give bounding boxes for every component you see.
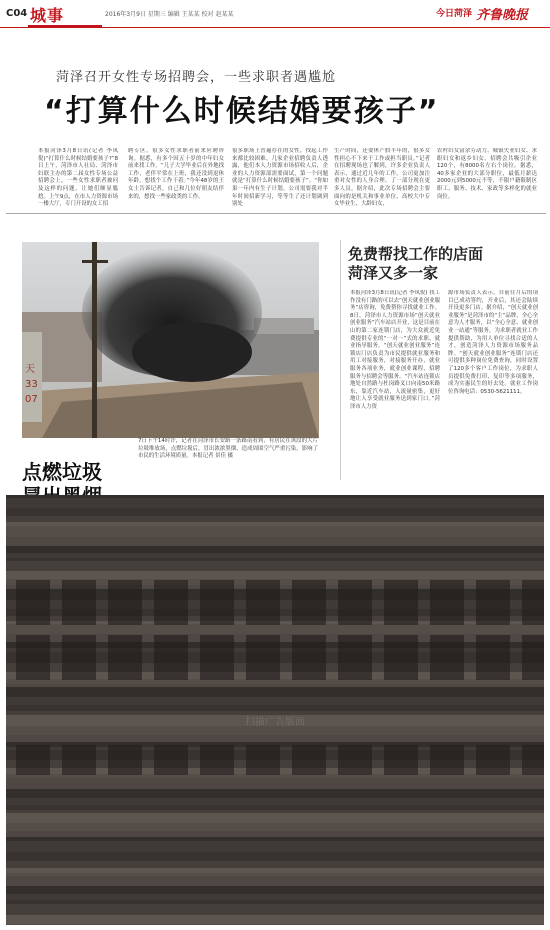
- news-photo: [22, 242, 319, 438]
- header-rule: [0, 27, 550, 28]
- right-story-column-1: 本报菏泽3月8日讯(记者 李凤倪) 找工作没有门路的可以去“创天就业创业服务”店咨询，免费帮你寻找就业工作。8日，菏泽市人力资源市场“创天就业创业服务”汽车站店开业，这是目前在山的第二家连锁门店，为大众就近免费提供专业的“一对一”式的求职、就业指导服务。“创天就业创业服务”连锁店门店负责为市民提供就业服务和用工对接服务，对接服务开办，就业服务各项业务，就业创业课程，招聘服务与招聘会等服务。“汽车站连锁店地处自然路与杜岗路叉口向南50米路东，靠近汽车站，人流量密集，更好地让人享受就业服务送到家门口。”菏泽市人力资: [350, 290, 440, 410]
- svg-text:天: 天: [25, 364, 35, 375]
- page-number: C04: [6, 8, 28, 19]
- section-title: 城事: [30, 6, 65, 25]
- photo-caption-title-text: 点燃垃圾: [22, 460, 102, 484]
- section-divider: [6, 213, 546, 214]
- advertisement-area: [6, 495, 544, 925]
- svg-text:07: 07: [25, 394, 38, 405]
- photo-caption-text: 7日下午14时许，记者在菏泽市长安路一条路南看到，有居民在该段的大片垃圾堆放场，点燃垃圾后，冒出浓浓黑烟，造成周围空气严重污染，影响了市民的生活环境质量。本报记者 景佳 摄: [138, 438, 318, 460]
- lead-headline: “打算什么时候结婚要孩子”: [44, 94, 440, 129]
- page-header: [0, 0, 550, 28]
- right-story-column-2: 源市场负责人表示，自前往月后的项目已成功签约，开业后，其还会陆续开设更多门店。据介绍，“创天就业创业服务”是菏泽市的“主”品牌，全心全意为人才服务，以“全心全意、就业创业一站通”等服务，为求职者就业工作提供帮助，为用人单位寻找合适的人才，创造菏泽人力资源市场服务品牌。“创天就业创业服务”连锁门店还可提供多种岗位免费查询，同时设置了120多个客户工作岗位，为求职人员提供免费打印、复印等多项服务，成为实惠民生的好去处。就业工作岗位咨询电话：0530-5621111。: [448, 290, 538, 395]
- lead-subtitle: 菏泽召开女性专场招聘会，一些求职者遇尴尬: [56, 70, 337, 85]
- lead-column-1: 本报菏泽3月8日讯(记者 李凤倪)“打算什么时候结婚要孩子?”8日上午，菏泽市人社局、菏泽市妇联主办的第二届女性专场公益招聘会上，一些女性求职者被问及这样的问题，让她们颇显尴尬。上午9点，在市人力资源市场一楼大厅，专门开设的女工招: [38, 148, 118, 208]
- date-line: 2016年3月9日 星期三 编辑 王某某 校对 赵某某: [105, 11, 234, 18]
- brand-tag: 今日菏泽: [436, 9, 473, 19]
- lead-column-2: 聘专区，很多女性求职者前来应聘咨询。据悉，有多个因五十岁的中年妇女前来找工作。“儿子大学毕业后在外地找工作，老伴平常在上班，我还没到退休年龄，想找个工作干着。”今年48岁的王女士告诉记者，自己和几位好朋友结伴来的，想找一些家政类的工作。: [128, 148, 224, 200]
- advertisement-graphic: [6, 495, 544, 925]
- lead-column-5: 农村妇女富余劳动力、城镇失业妇女、求职妇女和返乡妇女。招聘会共吸引企业120个，有8000名左右个岗位。据悉，40多家企业的大部分职位，最低月薪达2000元到5000元不等，不限户籍限制区职工、服务、技术、家政等多样化的就业岗位。: [437, 148, 537, 200]
- right-story-title-2: 菏泽又多一家: [348, 264, 439, 282]
- column-rule: [340, 240, 341, 480]
- right-story-title-1: 免费帮找工作的店面: [348, 245, 484, 263]
- advertisement-label: 扫描广告版面: [245, 717, 305, 728]
- brand-logo: 齐鲁晚报: [476, 8, 529, 23]
- svg-text:33: 33: [25, 379, 38, 390]
- lead-column-4: 生产时间，还要休产假半年的，很多女性担心不下来于工作或担当职员。”记者在招聘现场也了解到，许多企业负责人表示，通过近几年的工作，公司更加注重对女性的人身合理。了一部分现在更多人员。据介绍，此次专场招聘会主要面向的是机关和事业单位、高校大中专女毕业生、大龄妇女、: [334, 148, 430, 208]
- lead-column-3: 很多职场上普遍存在的女性，找起工作来都比较困难。几家企业招聘负责人透露，他们本人力资源市场招收人后，企业的人力资源部需要面试，第一个问题就是“打算什么时候结婚要孩子”。“你如果一年内有生子计划，公司需要我对半年时间招新学习，等等生了还计划调到别处: [232, 148, 328, 208]
